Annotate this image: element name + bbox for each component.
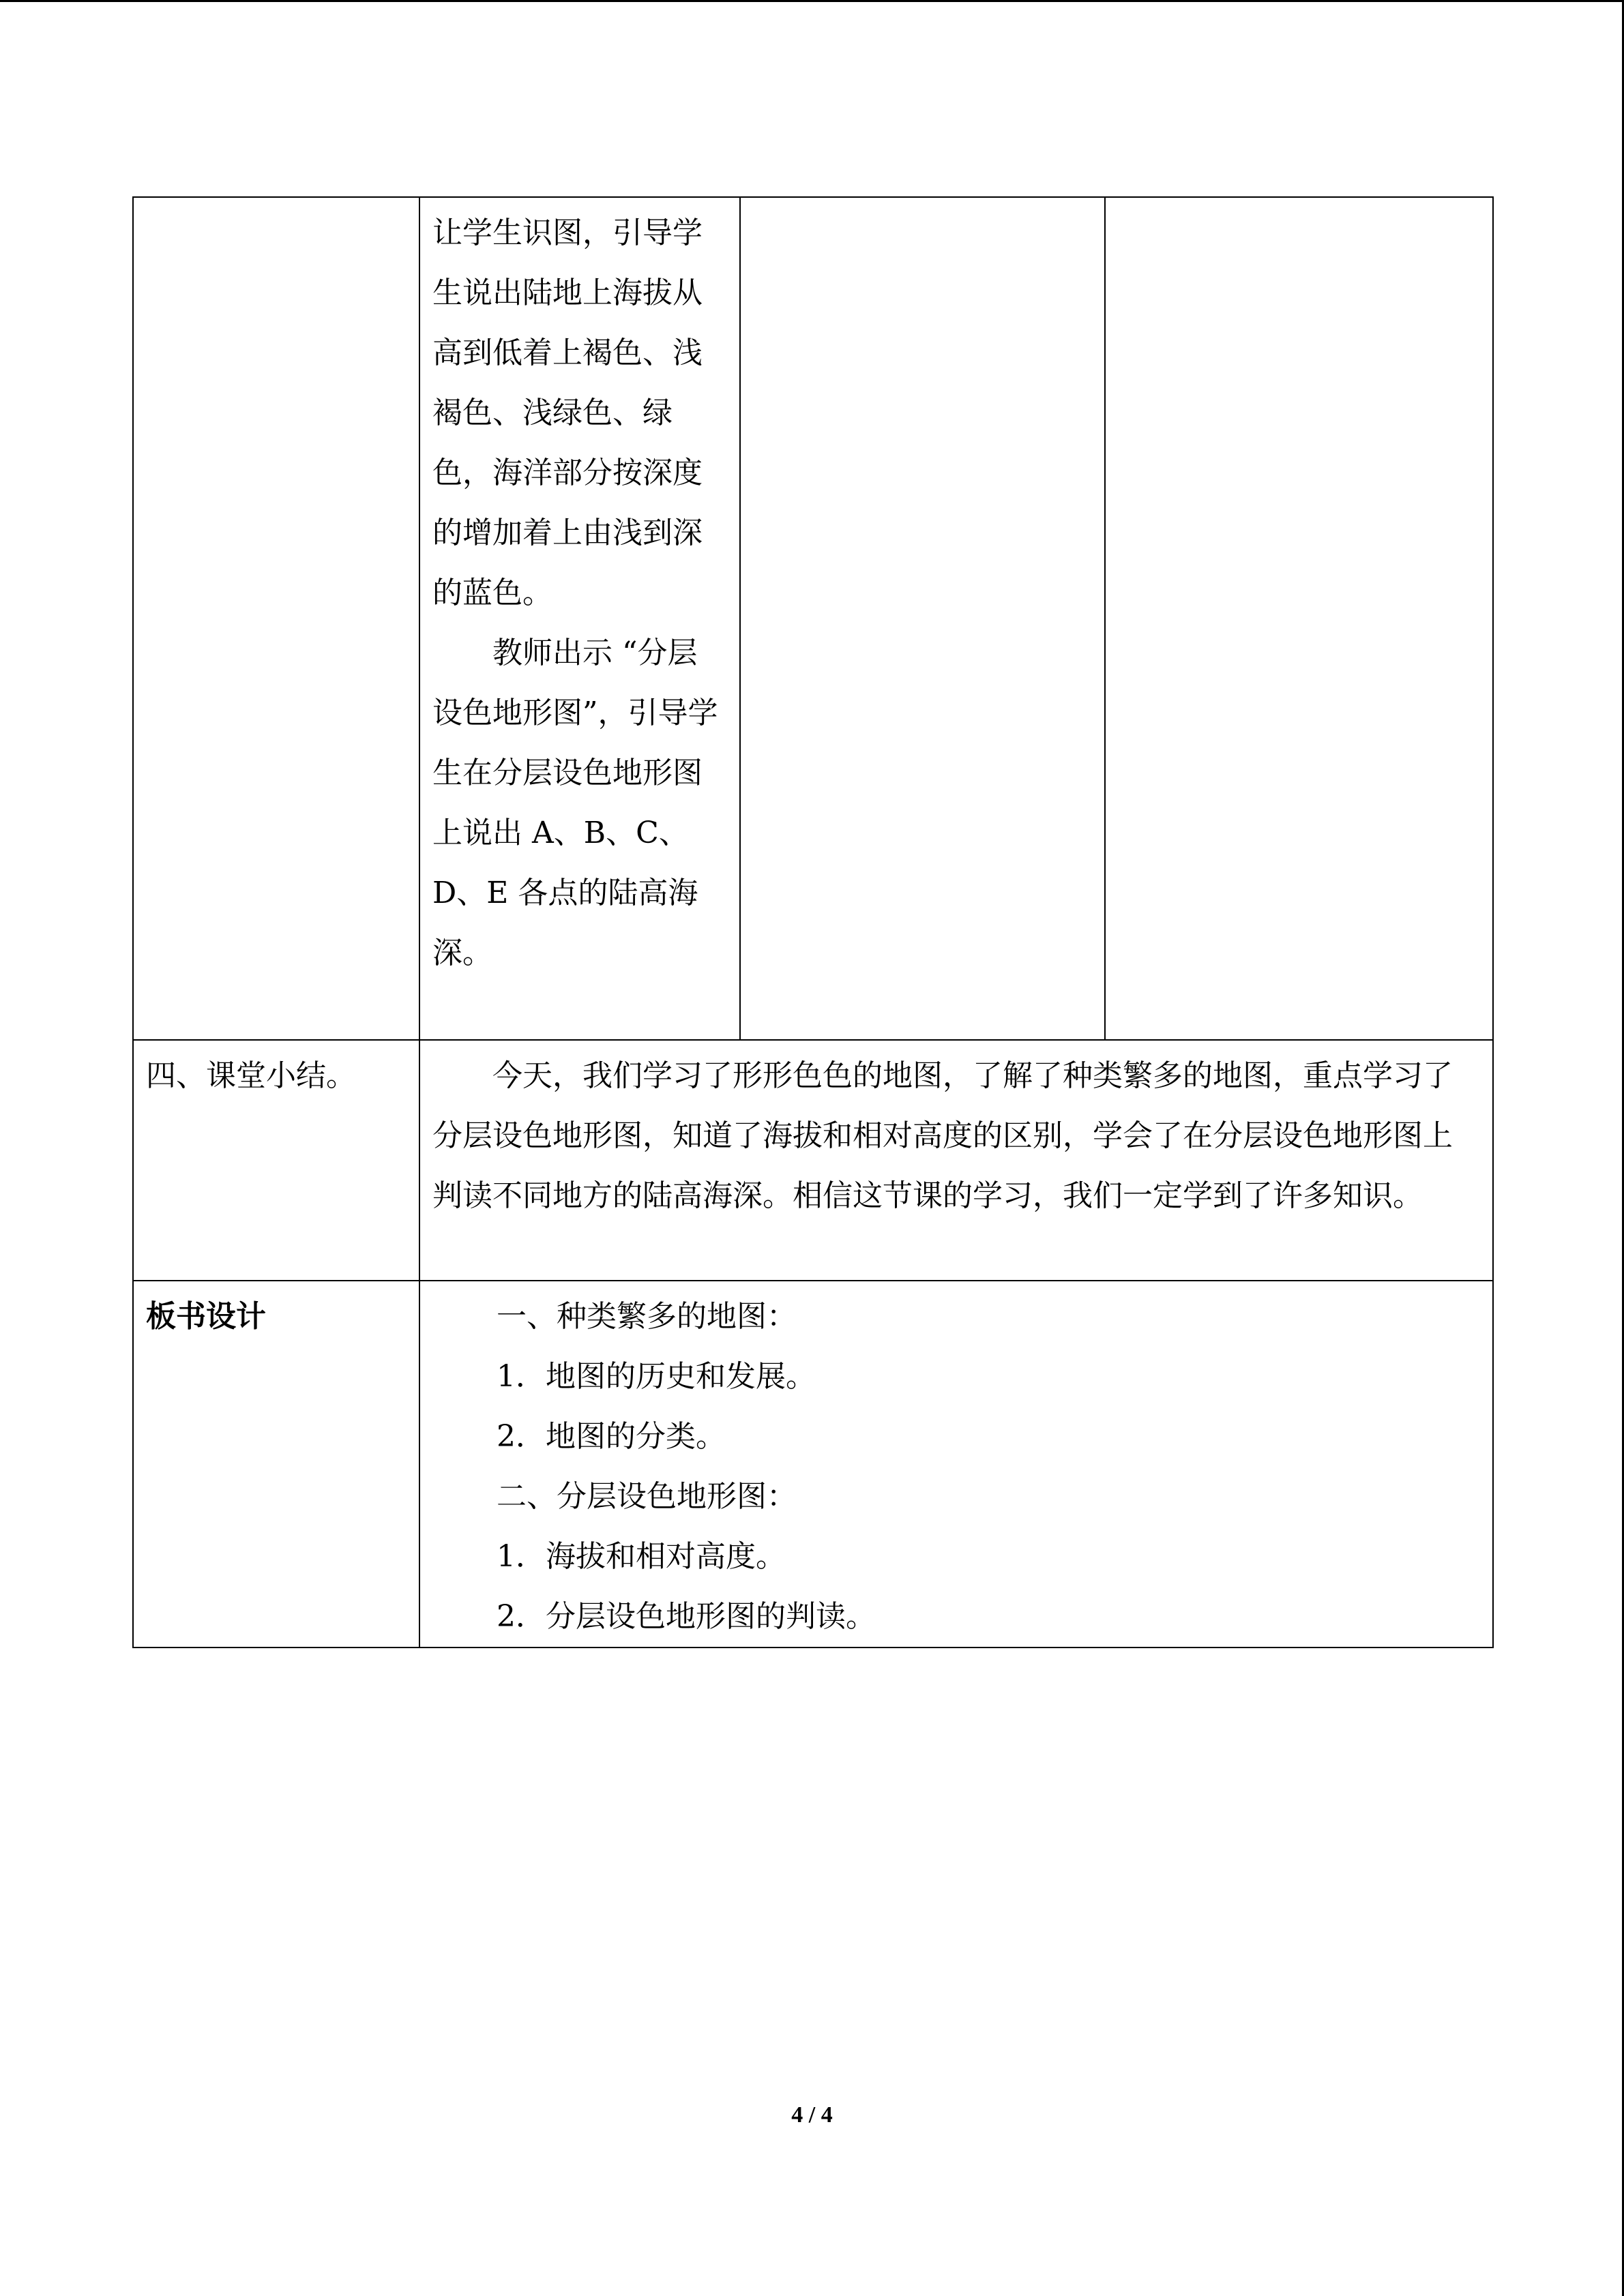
board-line: 二、分层设色地形图： [497,1479,797,1514]
step-label-cell [133,197,419,1040]
design-intent-cell [1105,197,1493,1040]
student-activity-cell [740,197,1105,1040]
lesson-plan-table [132,196,1494,1648]
teacher-activity-paragraph: 教师出示 “分层设色地形图”，引导学生在分层设色地形图上说出 A、B、C、D、E 各点的陆高海深。 [432,636,718,970]
board-line: 1．海拔和相对高度。 [497,1539,786,1574]
board-line: 2．分层设色地形图的判读。 [497,1599,876,1634]
teacher-activity-paragraph: 让学生识图，引导学生说出陆地上海拔从高到低着上褐色、浅褐色、浅绿色、绿色，海洋部分按深度的增加着上由浅到深的蓝色。 [432,215,703,610]
board-design-label: 板书设计 [133,1281,419,1648]
page-top-border [0,0,1624,2]
teacher-activity-cell [419,197,740,1040]
table-row-teaching-process [133,197,1493,1040]
board-design-content [419,1281,1493,1648]
table-row-board-design [133,1281,1493,1648]
board-line: 1．地图的历史和发展。 [497,1359,816,1394]
summary-label: 四、课堂小结。 [133,1040,419,1281]
page-number: 4 / 4 [791,2102,833,2128]
board-line: 一、种类繁多的地图： [497,1299,797,1334]
table-row-summary [133,1040,1493,1281]
board-line: 2．地图的分类。 [497,1419,726,1454]
summary-text: 今天，我们学习了形形色色的地图，了解了种类繁多的地图，重点学习了分层设色地形图，知道了海拔和相对高度的区别，学会了在分层设色地形图上判读不同地方的陆高海深。相信这节课的学习，我们一定学到了许多知识。 [419,1040,1493,1281]
